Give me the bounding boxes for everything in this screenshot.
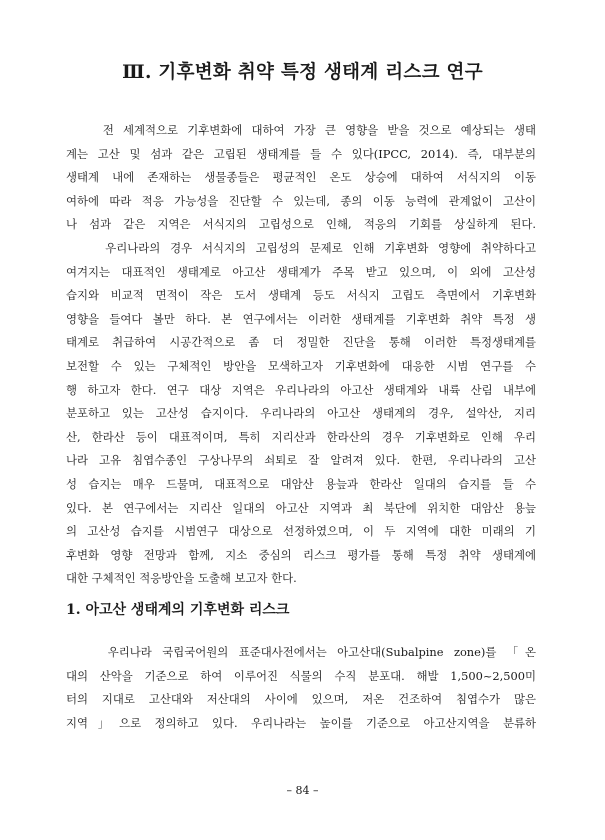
paragraph-line: 계는 고산 및 섬과 같은 고립된 생태계를 들 수 있다(IPCC, 2014). 즉, 대부분의 — [66, 146, 536, 161]
paragraph-line: 보전할 수 있는 구체적인 방안을 모색하고자 기후변화에 대응한 시범 연구를 수 — [66, 358, 536, 373]
paragraph-line: 태계로 취급하여 시공간적으로 좀 더 정밀한 진단을 통해 이러한 특정생태계를 — [66, 335, 536, 350]
paragraph-line: 영향을 들여다 볼만 하다. 본 연구에서는 이러한 생태계를 기후변화 취약 특정 생 — [66, 311, 536, 326]
page-number: – 84 – — [286, 784, 319, 797]
paragraph-line: 분포하고 있는 고산성 습지이다. 우리나라의 아고산 생태계의 경우, 설악산, 지리 — [66, 406, 536, 421]
paragraph-line: 전 세계적으로 기후변화에 대하여 가장 큰 영향을 받을 것으로 예상되는 생태 — [66, 123, 536, 137]
paragraph-line: 지역」으로 정의하고 있다. 우리나라는 높이를 기준으로 아고산지역을 분류하 — [66, 715, 536, 730]
paragraph-line: 있다. 본 연구에서는 지리산 일대의 아고산 지역과 최 북단에 위치한 대암산 용늪 — [66, 500, 536, 515]
paragraph-line: 여하에 따라 적응 가능성을 진단할 수 있는데, 종의 이동 능력에 관계없이 고산이 — [66, 193, 536, 208]
paragraph-line: 나 섬과 같은 지역은 서식지의 고립성으로 인해, 적응의 기회를 상실하게 된다. — [66, 217, 536, 232]
paragraph-line: 우리나라의 경우 서식지의 고립성의 문제로 인해 기후변화 영향에 취약하다고 — [66, 241, 536, 255]
paragraph-line: 대의 산악을 기준으로 하여 이루어진 식물의 수직 분포대. 해발 1,500~2,500미 — [66, 668, 536, 683]
paragraph-line: 터의 지대로 고산대와 저산대의 사이에 있으며, 저온 건조하여 침엽수가 많은 — [66, 692, 536, 707]
paragraph-line: 나라 고유 침엽수종인 구상나무의 쇠퇴로 잘 알려져 있다. 한편, 우리나라의 고산 — [66, 453, 536, 468]
paragraph-line: 생태계 내에 존재하는 생물종들은 평균적인 온도 상승에 대하여 서식지의 이동 — [66, 170, 536, 185]
paragraph-line: 의 고산성 습지를 시범연구 대상으로 선정하였으며, 이 두 지역에 대한 미래의 기 — [66, 524, 536, 539]
paragraph-line: 습지와 비교적 면적이 작은 도서 생태계 등도 서식지 고립도 측면에서 기후변화 — [66, 288, 536, 303]
chapter-title: Ⅲ. 기후변화 취약 특정 생태계 리스크 연구 — [122, 62, 483, 83]
paragraph-2 — [66, 237, 536, 591]
paragraph-line: 산, 한라산 등이 대표적이며, 특히 지리산과 한라산의 경우 기후변화로 인해 우리 — [66, 429, 536, 444]
paragraph-line: 대한 구체적인 적응방안을 도출해 보고자 한다. — [66, 571, 297, 586]
paragraph-line: 우리나라 국립국어원의 표준대사전에서는 아고산대(Subalpine zone)를 「온 — [66, 645, 536, 659]
paragraph-line: 성 습지는 매우 드물며, 대표적으로 대암산 용늪과 한라산 일대의 습지를 들 수 — [66, 476, 536, 491]
paragraph-line: 여겨지는 대표적인 생태계로 아고산 생태계가 주목 받고 있으며, 이 외에 고산성 — [66, 264, 536, 279]
paragraph-1 — [66, 119, 536, 237]
paragraph-line: 후변화 영향 전망과 함께, 지소 중심의 리스크 평가를 통해 특정 취약 생태계에 — [66, 547, 536, 562]
section-paragraph — [66, 641, 536, 735]
section-heading: 1. 아고산 생태계의 기후변화 리스크 — [66, 602, 290, 618]
paragraph-line: 행 하고자 한다. 연구 대상 지역은 우리나라의 아고산 생태계와 내륙 산림 내부에 — [66, 382, 536, 397]
